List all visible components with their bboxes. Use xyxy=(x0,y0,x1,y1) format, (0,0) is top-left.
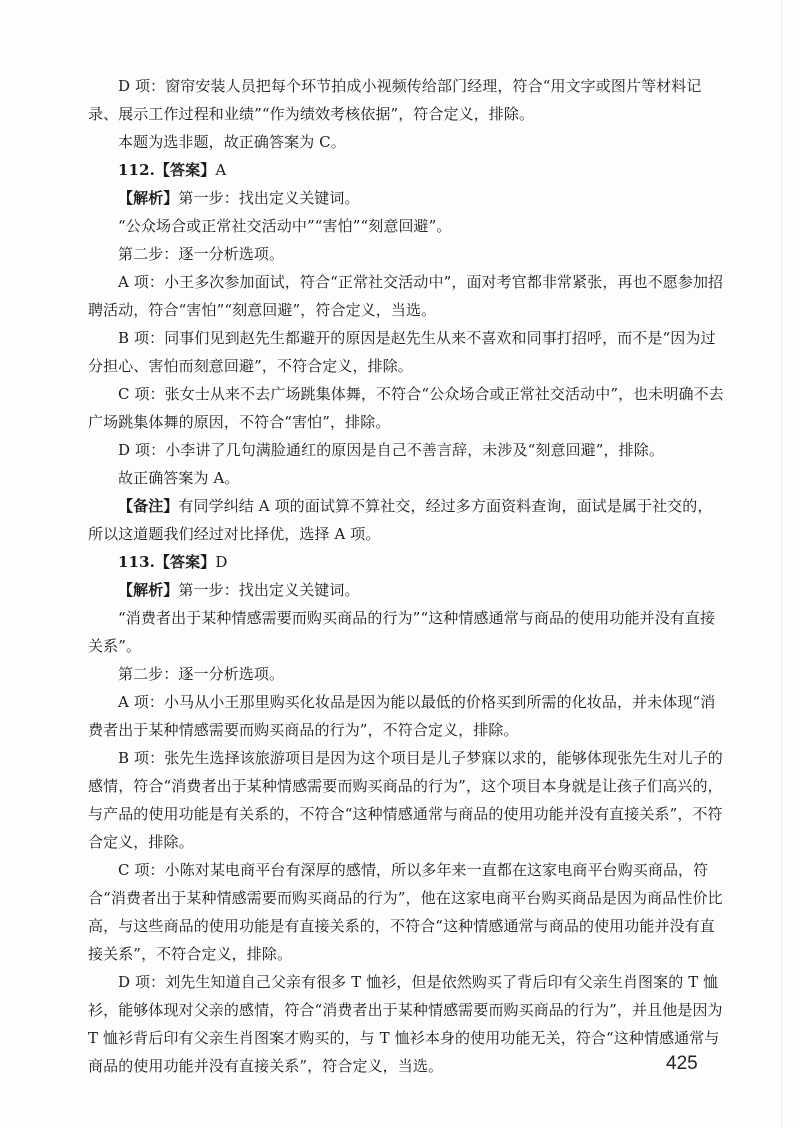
paragraph-text: B 项：张先生选择该旅游项目是因为这个项目是儿子梦寐以求的，能够体现张先生对儿子的感情，符合“消费者出于某种情感需要而购买商品的行为”，这个项目本身就是让孩子们高兴的，与产品的使用功能是有关系的，不符合“这种情感通常与商品的使用功能并没有直接关系”，不符合定义，排除。 xyxy=(88,749,723,851)
document-body xyxy=(88,72,726,1080)
paragraph-text: 本题为选非题，故正确答案为 C。 xyxy=(118,133,346,151)
option-paragraph xyxy=(88,856,726,968)
paragraph-text: 有同学纠结 A 项的面试算不算社交，经过多方面资料查询，面试是属于社交的，所以这道题我们经过对比择优，选择 A 项。 xyxy=(88,497,713,543)
paragraph xyxy=(88,128,726,156)
answer-heading-113 xyxy=(88,548,726,576)
paragraph-text: D 项：窗帘安装人员把每个环节拍成小视频传给部门经理，符合“用文字或图片等材料记录、展示工作过程和业绩”“作为绩效考核依据”，符合定义，排除。 xyxy=(88,77,702,123)
paragraph xyxy=(88,604,726,660)
paragraph-text: D 项：小李讲了几句满脸通红的原因是自己不善言辞，未涉及“刻意回避”，排除。 xyxy=(118,441,664,459)
analysis-paragraph xyxy=(88,576,726,604)
note-label: 【备注】 xyxy=(118,497,179,515)
option-paragraph xyxy=(88,688,726,744)
option-paragraph xyxy=(88,436,726,464)
paragraph-text: 第二步：逐一分析选项。 xyxy=(118,665,285,683)
paragraph-text: 第一步：找出定义关键词。 xyxy=(178,581,360,599)
paragraph-text: A 项：小王多次参加面试，符合“正常社交活动中”，面对考官都非常紧张，再也不愿参加招聘活动，符合“害怕”“刻意回避”，符合定义，当选。 xyxy=(88,273,724,319)
answer-value: A xyxy=(215,161,227,179)
note-paragraph xyxy=(88,492,726,548)
paragraph-text: “消费者出于某种情感需要而购买商品的行为”“这种情感通常与商品的使用功能并没有直接关系”。 xyxy=(88,609,716,655)
paragraph xyxy=(88,464,726,492)
analysis-paragraph xyxy=(88,184,726,212)
answer-label: 112.【答案】 xyxy=(118,161,216,179)
answer-value: D xyxy=(215,553,228,571)
option-paragraph xyxy=(88,268,726,324)
paragraph-text: C 项：张女士从来不去广场跳集体舞，不符合“公众场合或正常社交活动中”，也未明确不去广场跳集体舞的原因，不符合“害怕”，排除。 xyxy=(88,385,724,431)
option-paragraph xyxy=(88,744,726,856)
option-paragraph xyxy=(88,968,726,1080)
paragraph-text: 第二步：逐一分析选项。 xyxy=(118,245,285,263)
answer-label: 113.【答案】 xyxy=(118,553,216,571)
paragraph xyxy=(88,72,726,128)
paragraph-text: A 项：小马从小王那里购买化妆品是因为能以最低的价格买到所需的化妆品，并未体现“消费者出于某种情感需要而购买商品的行为”，不符合定义，排除。 xyxy=(88,693,716,739)
paragraph-text: B 项：同事们见到赵先生都避开的原因是赵先生从来不喜欢和同事打招呼，而不是“因为过分担心、害怕而刻意回避”，不符合定义，排除。 xyxy=(88,329,716,375)
paragraph-text: 故正确答案为 A。 xyxy=(118,469,240,487)
page-number: 425 xyxy=(666,1053,698,1074)
analysis-label: 【解析】 xyxy=(118,189,179,207)
option-paragraph xyxy=(88,324,726,380)
paragraph-text: “公众场合或正常社交活动中”“害怕”“刻意回避”。 xyxy=(118,217,452,235)
paragraph xyxy=(88,240,726,268)
paragraph-text: D 项：刘先生知道自己父亲有很多 T 恤衫，但是依然购买了背后印有父亲生肖图案的 T 恤衫，能够体现对父亲的感情，符合“消费者出于某种情感需要而购买商品的行为”，并且他是因为 T 恤衫背后印有父亲生肖图案才购买的，与 T 恤衫本身的使用功能无关，符合“这种情感通常与商品的使用功能并没有直接关系”，符合定义，当选。 xyxy=(88,973,723,1075)
paragraph xyxy=(88,212,726,240)
paragraph-text: 第一步：找出定义关键词。 xyxy=(178,189,360,207)
paragraph-text: C 项：小陈对某电商平台有深厚的感情，所以多年来一直都在这家电商平台购买商品，符合“消费者出于某种情感需要而购买商品的行为”，他在这家电商平台购买商品是因为商品性价比高，与这些商品的使用功能是有直接关系的，不符合“这种情感通常与商品的使用功能并没有直接关系”，不符合定义，排除。 xyxy=(88,861,723,963)
answer-heading-112 xyxy=(88,156,726,184)
option-paragraph xyxy=(88,380,726,436)
paragraph xyxy=(88,660,726,688)
analysis-label: 【解析】 xyxy=(118,581,179,599)
